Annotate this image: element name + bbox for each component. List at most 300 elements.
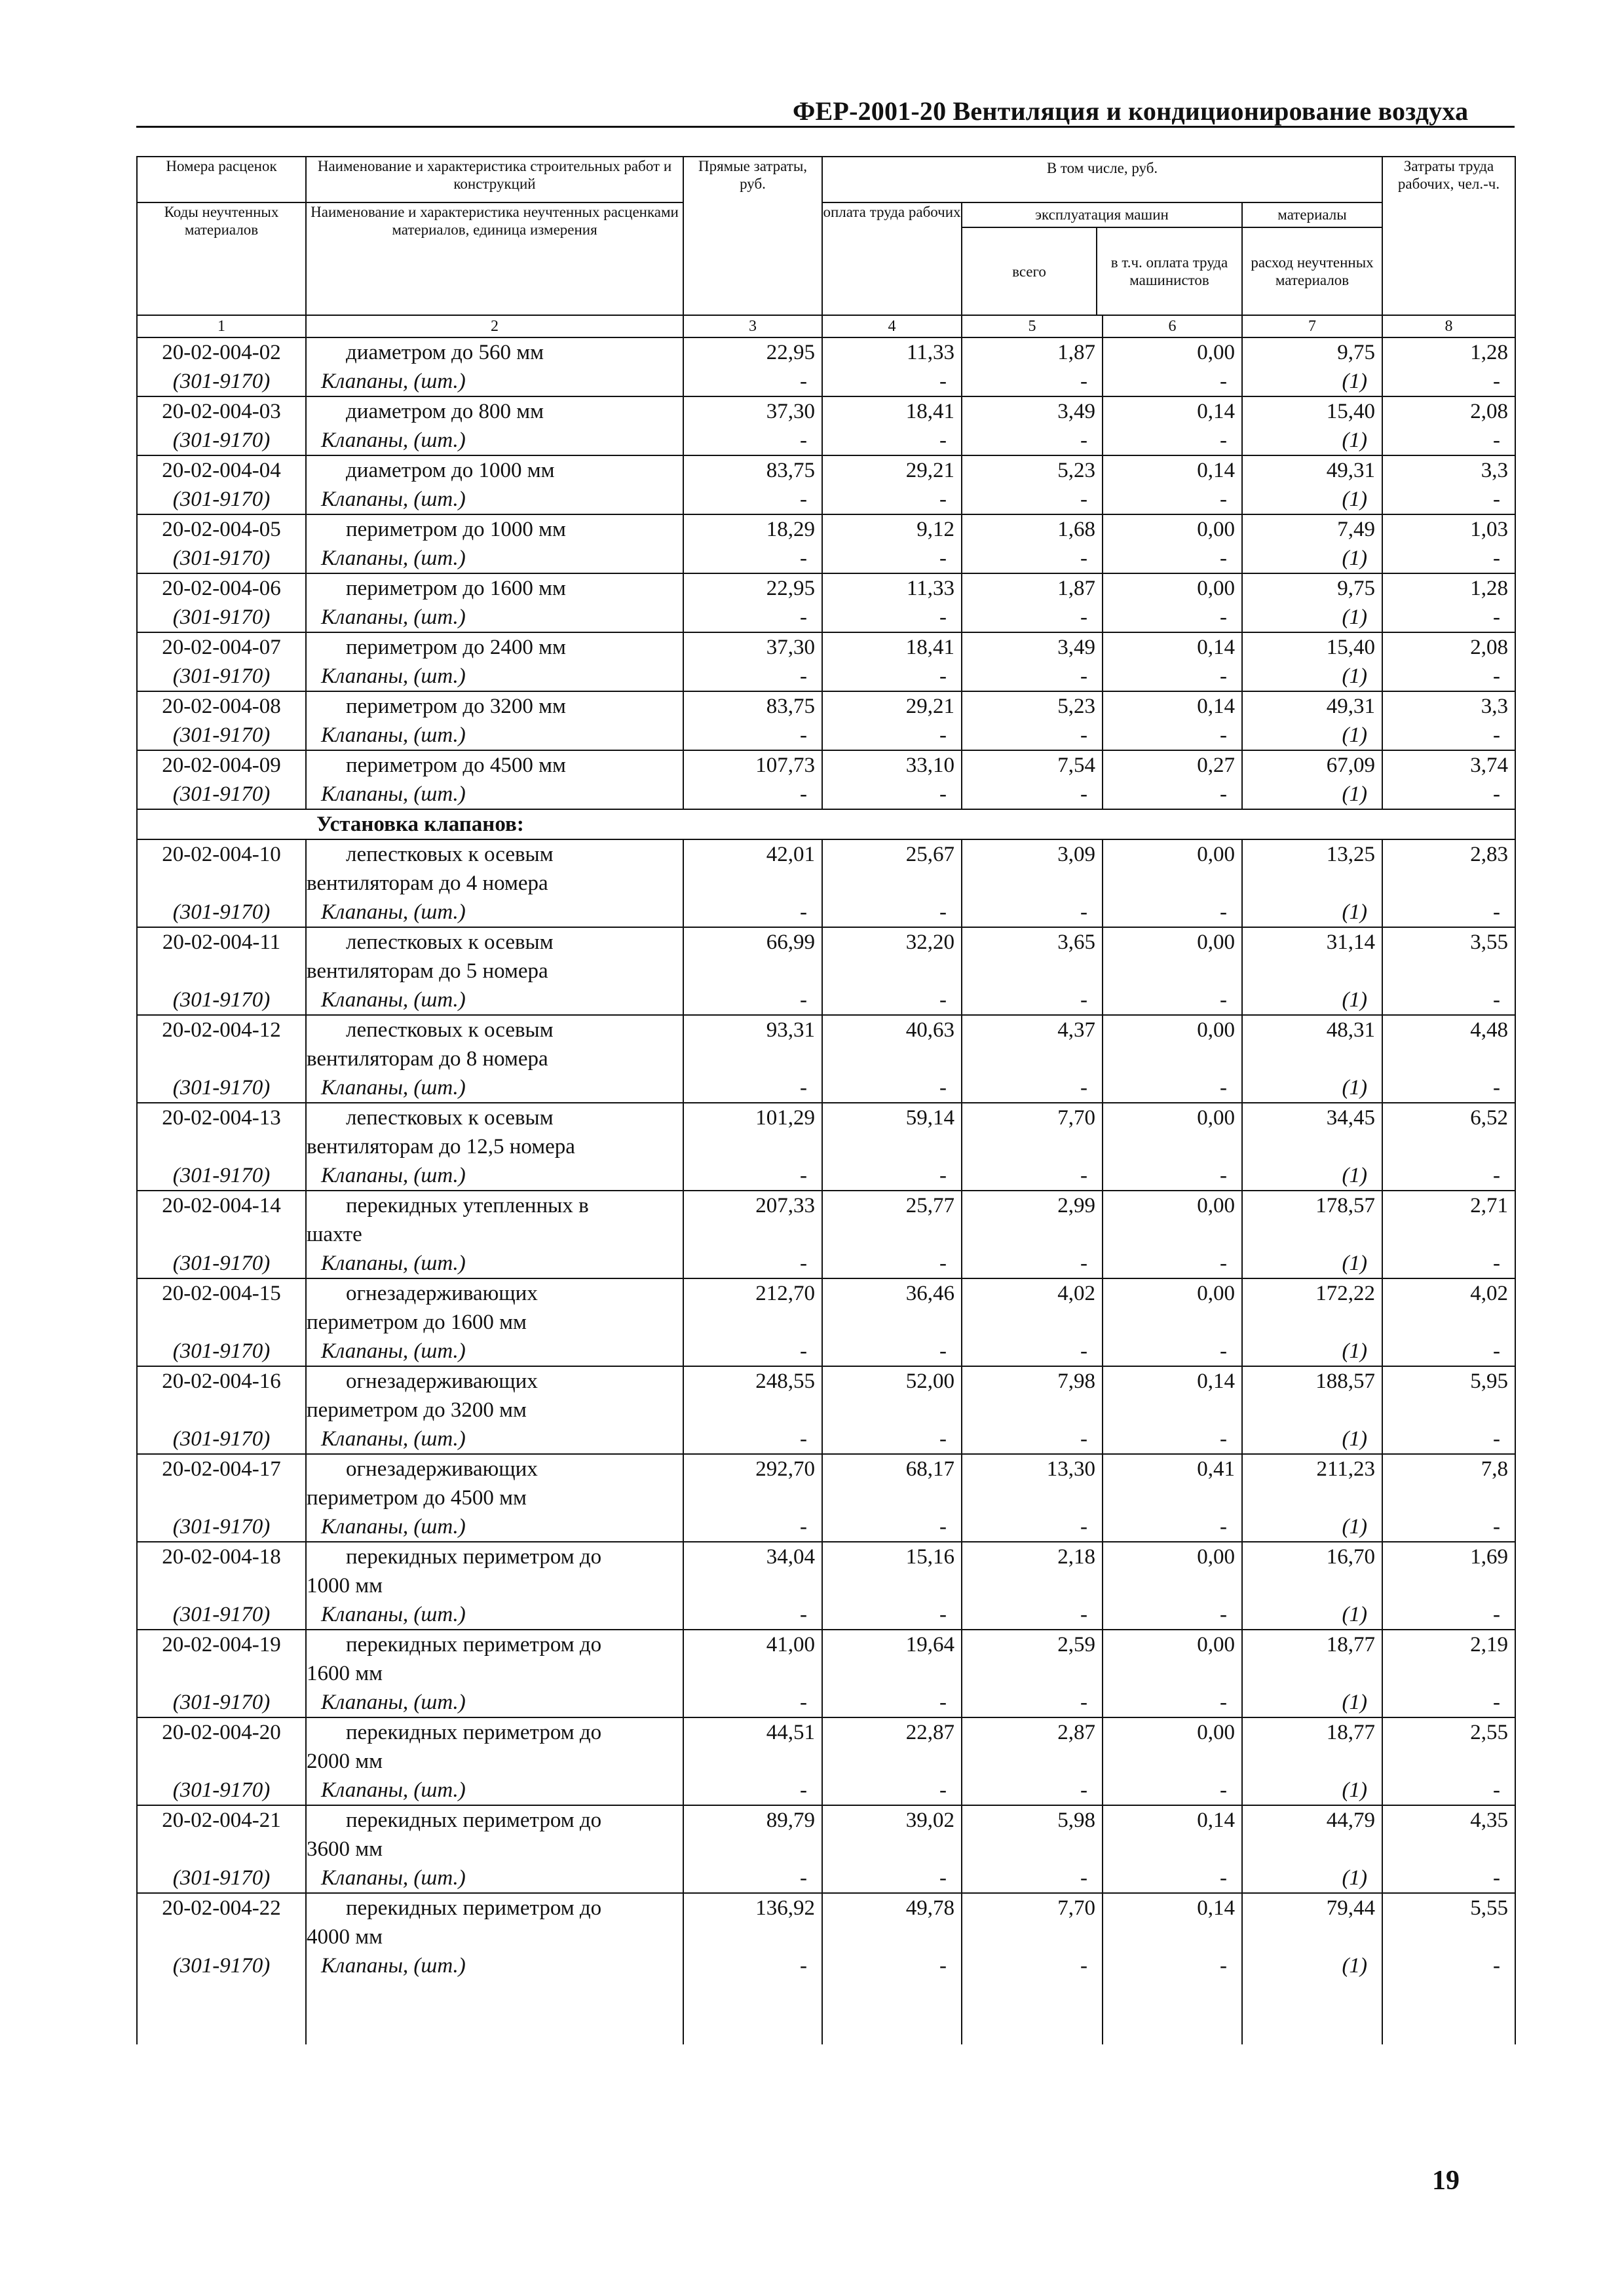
labor-costs-value: 2,55	[1382, 1717, 1515, 1747]
dash-cell: -	[962, 1864, 1103, 1893]
empty-cell	[683, 1747, 822, 1776]
column-number: 5	[962, 315, 1103, 337]
material-row	[137, 1425, 1515, 1454]
empty-cell	[683, 1659, 822, 1688]
dash-cell: -	[822, 1864, 962, 1893]
direct-costs-value: 42,01	[683, 839, 822, 869]
material-name: Клапаны, (шт.)	[306, 986, 683, 1015]
work-name-line2: периметром до 3200 мм	[306, 1396, 683, 1425]
material-row	[137, 1249, 1515, 1278]
work-name-line2: 4000 мм	[306, 1923, 683, 1951]
work-name-line2: периметром до 1600 мм	[306, 1308, 683, 1337]
empty-cell	[683, 957, 822, 986]
material-name: Клапаны, (шт.)	[306, 485, 683, 514]
materials-value: 67,09	[1242, 750, 1382, 780]
work-name-line2: 1000 мм	[306, 1571, 683, 1600]
material-unit-value: (1)	[1242, 1600, 1382, 1630]
worker-pay-value: 11,33	[822, 573, 962, 603]
material-unit-value: (1)	[1242, 603, 1382, 632]
direct-costs-value: 22,95	[683, 573, 822, 603]
page-header-title: ФЕР-2001-20 Вентиляция и кондиционирование воздуха	[793, 96, 1469, 126]
rate-row	[137, 1278, 1515, 1308]
material-code: (301-9170)	[137, 898, 306, 927]
material-unit-value: (1)	[1242, 544, 1382, 573]
material-name: Клапаны, (шт.)	[306, 1688, 683, 1717]
empty-cell	[1382, 1308, 1515, 1337]
dash-cell: -	[1103, 780, 1242, 809]
dash-cell: -	[962, 1425, 1103, 1454]
direct-costs-value: 101,29	[683, 1103, 822, 1132]
work-name: периметром до 1600 мм	[306, 573, 683, 603]
dash-cell: -	[822, 780, 962, 809]
empty-cell	[1242, 1484, 1382, 1512]
rate-row	[137, 1015, 1515, 1044]
rate-row	[137, 750, 1515, 780]
rate-code: 20-02-004-18	[137, 1542, 306, 1571]
material-name: Клапаны, (шт.)	[306, 1337, 683, 1366]
work-name-line1: огнезадерживающих	[306, 1278, 683, 1308]
empty-cell	[1103, 1308, 1242, 1337]
rate-row	[137, 514, 1515, 544]
material-row	[137, 898, 1515, 927]
empty-cell	[1382, 1396, 1515, 1425]
material-unit-value: (1)	[1242, 1688, 1382, 1717]
operator-pay-value: 0,14	[1103, 396, 1242, 426]
empty-cell	[1382, 1747, 1515, 1776]
material-code: (301-9170)	[137, 1249, 306, 1278]
header-direct-costs: Прямые затраты, руб.	[683, 157, 822, 315]
worker-pay-value: 22,87	[822, 1717, 962, 1747]
dash-cell: -	[1103, 1512, 1242, 1542]
empty-cell	[137, 1571, 306, 1600]
dash-cell: -	[1382, 986, 1515, 1015]
material-name: Клапаны, (шт.)	[306, 780, 683, 809]
material-name: Клапаны, (шт.)	[306, 1249, 683, 1278]
dash-cell: -	[822, 603, 962, 632]
materials-value: 178,57	[1242, 1191, 1382, 1220]
material-name: Клапаны, (шт.)	[306, 1161, 683, 1191]
empty-cell	[1242, 1044, 1382, 1073]
dash-cell: -	[822, 986, 962, 1015]
work-name-line1: перекидных утепленных в	[306, 1191, 683, 1220]
machine-total-value: 1,68	[962, 514, 1103, 544]
empty-cell	[962, 1484, 1103, 1512]
dash-cell: -	[962, 1249, 1103, 1278]
empty-cell	[822, 1484, 962, 1512]
rate-code: 20-02-004-22	[137, 1893, 306, 1923]
rate-code: 20-02-004-20	[137, 1717, 306, 1747]
materials-value: 44,79	[1242, 1805, 1382, 1835]
rate-code: 20-02-004-06	[137, 573, 306, 603]
machine-total-value: 7,98	[962, 1366, 1103, 1396]
material-unit-value: (1)	[1242, 485, 1382, 514]
header-machine-operation: эксплуатация машин	[962, 203, 1241, 228]
labor-costs-value: 2,83	[1382, 839, 1515, 869]
empty-cell	[683, 869, 822, 898]
empty-cell	[137, 1132, 306, 1161]
empty-cell	[822, 1980, 962, 2044]
operator-pay-value: 0,14	[1103, 632, 1242, 662]
dash-cell: -	[962, 1688, 1103, 1717]
dash-cell: -	[822, 367, 962, 396]
direct-costs-value: 66,99	[683, 927, 822, 957]
labor-costs-value: 1,03	[1382, 514, 1515, 544]
rate-code: 20-02-004-12	[137, 1015, 306, 1044]
machine-total-value: 5,98	[962, 1805, 1103, 1835]
machine-total-value: 2,87	[962, 1717, 1103, 1747]
empty-cell	[683, 1396, 822, 1425]
material-unit-value: (1)	[1242, 662, 1382, 691]
labor-costs-value: 4,35	[1382, 1805, 1515, 1835]
direct-costs-value: 22,95	[683, 337, 822, 367]
empty-cell	[1103, 1923, 1242, 1951]
work-name: диаметром до 560 мм	[306, 337, 683, 367]
material-row	[137, 662, 1515, 691]
materials-value: 79,44	[1242, 1893, 1382, 1923]
dash-cell: -	[1103, 1073, 1242, 1103]
empty-cell	[962, 1571, 1103, 1600]
worker-pay-value: 52,00	[822, 1366, 962, 1396]
machine-total-value: 7,70	[962, 1893, 1103, 1923]
dash-cell: -	[962, 603, 1103, 632]
direct-costs-value: 292,70	[683, 1454, 822, 1484]
operator-pay-value: 0,00	[1103, 1630, 1242, 1659]
dash-cell: -	[683, 1864, 822, 1893]
header-labor-costs: Затраты труда рабочих, чел.-ч.	[1382, 157, 1515, 315]
dash-cell: -	[1103, 1951, 1242, 1980]
dash-cell: -	[683, 426, 822, 455]
material-row	[137, 485, 1515, 514]
material-name: Клапаны, (шт.)	[306, 1600, 683, 1630]
dash-cell: -	[1382, 1864, 1515, 1893]
dash-cell: -	[1382, 1161, 1515, 1191]
labor-costs-value: 1,28	[1382, 337, 1515, 367]
dash-cell: -	[962, 986, 1103, 1015]
dash-cell: -	[683, 1249, 822, 1278]
operator-pay-value: 0,14	[1103, 1366, 1242, 1396]
empty-cell	[1382, 1923, 1515, 1951]
rate-row-continuation	[137, 1571, 1515, 1600]
labor-costs-value: 7,8	[1382, 1454, 1515, 1484]
dash-cell: -	[683, 1512, 822, 1542]
dash-cell: -	[822, 426, 962, 455]
dash-cell: -	[683, 1161, 822, 1191]
dash-cell: -	[1103, 367, 1242, 396]
dash-cell: -	[962, 780, 1103, 809]
dash-cell: -	[1103, 1688, 1242, 1717]
dash-cell: -	[1382, 485, 1515, 514]
material-name: Клапаны, (шт.)	[306, 367, 683, 396]
rate-row-continuation	[137, 1220, 1515, 1249]
dash-cell: -	[962, 1951, 1103, 1980]
operator-pay-value: 0,14	[1103, 455, 1242, 485]
empty-cell	[1103, 1132, 1242, 1161]
dash-cell: -	[683, 485, 822, 514]
work-name: периметром до 3200 мм	[306, 691, 683, 721]
empty-cell	[822, 1220, 962, 1249]
empty-cell	[822, 869, 962, 898]
dash-cell: -	[683, 898, 822, 927]
dash-cell: -	[822, 1600, 962, 1630]
header-total: всего	[962, 228, 1097, 315]
header-rate-numbers: Номера расценок	[137, 157, 306, 202]
worker-pay-value: 33,10	[822, 750, 962, 780]
dash-cell: -	[962, 1073, 1103, 1103]
materials-value: 211,23	[1242, 1454, 1382, 1484]
worker-pay-value: 11,33	[822, 337, 962, 367]
empty-cell	[1382, 1220, 1515, 1249]
rates-table	[136, 156, 1516, 2044]
work-name-line2: периметром до 4500 мм	[306, 1484, 683, 1512]
header-including: В том числе, руб.	[822, 157, 1382, 202]
worker-pay-value: 29,21	[822, 691, 962, 721]
worker-pay-value: 39,02	[822, 1805, 962, 1835]
worker-pay-value: 32,20	[822, 927, 962, 957]
material-row	[137, 1688, 1515, 1717]
dash-cell: -	[683, 1073, 822, 1103]
table-body-valve-installation	[137, 839, 1515, 2044]
material-unit-value: (1)	[1242, 1512, 1382, 1542]
dash-cell: -	[683, 1337, 822, 1366]
empty-cell	[1382, 1659, 1515, 1688]
materials-value: 9,75	[1242, 337, 1382, 367]
dash-cell: -	[822, 1776, 962, 1805]
empty-cell	[822, 1571, 962, 1600]
empty-cell	[822, 957, 962, 986]
dash-cell: -	[1103, 986, 1242, 1015]
direct-costs-value: 83,75	[683, 691, 822, 721]
table-header	[137, 157, 1515, 337]
material-code: (301-9170)	[137, 1600, 306, 1630]
labor-costs-value: 2,19	[1382, 1630, 1515, 1659]
empty-cell	[137, 957, 306, 986]
column-number: 7	[1242, 315, 1382, 337]
operator-pay-value: 0,00	[1103, 1278, 1242, 1308]
dash-cell: -	[962, 1161, 1103, 1191]
work-name-line2: вентиляторам до 5 номера	[306, 957, 683, 986]
empty-cell	[1103, 957, 1242, 986]
empty-cell	[962, 957, 1103, 986]
header-unaccounted-consumption: расход неучтенных материалов	[1251, 254, 1374, 288]
material-unit-value: (1)	[1242, 780, 1382, 809]
rate-row	[137, 1191, 1515, 1220]
dash-cell: -	[962, 1337, 1103, 1366]
dash-cell: -	[1382, 1688, 1515, 1717]
materials-value: 18,77	[1242, 1630, 1382, 1659]
section-title: Установка клапанов:	[306, 809, 1515, 839]
work-name: периметром до 4500 мм	[306, 750, 683, 780]
rate-row-continuation	[137, 957, 1515, 986]
direct-costs-value: 44,51	[683, 1717, 822, 1747]
labor-costs-value: 3,3	[1382, 691, 1515, 721]
operator-pay-value: 0,14	[1103, 1805, 1242, 1835]
material-row	[137, 1161, 1515, 1191]
header-material-codes: Коды неучтенных материалов	[137, 202, 306, 315]
materials-value: 188,57	[1242, 1366, 1382, 1396]
empty-cell	[137, 1220, 306, 1249]
material-unit-value: (1)	[1242, 1161, 1382, 1191]
labor-costs-value: 4,48	[1382, 1015, 1515, 1044]
dash-cell: -	[1382, 1337, 1515, 1366]
operator-pay-value: 0,00	[1103, 514, 1242, 544]
empty-cell	[683, 1923, 822, 1951]
worker-pay-value: 25,67	[822, 839, 962, 869]
empty-cell	[962, 1835, 1103, 1864]
dash-cell: -	[1382, 1600, 1515, 1630]
dash-cell: -	[1382, 780, 1515, 809]
work-name-line1: перекидных периметром до	[306, 1542, 683, 1571]
dash-cell: -	[1382, 898, 1515, 927]
direct-costs-value: 136,92	[683, 1893, 822, 1923]
empty-cell	[137, 1747, 306, 1776]
rate-row	[137, 1805, 1515, 1835]
rate-code: 20-02-004-19	[137, 1630, 306, 1659]
material-unit-value: (1)	[1242, 986, 1382, 1015]
direct-costs-value: 93,31	[683, 1015, 822, 1044]
material-code: (301-9170)	[137, 780, 306, 809]
rate-row	[137, 396, 1515, 426]
material-name: Клапаны, (шт.)	[306, 898, 683, 927]
work-name-line2: шахте	[306, 1220, 683, 1249]
rate-row	[137, 1454, 1515, 1484]
materials-value: 48,31	[1242, 1015, 1382, 1044]
dash-cell: -	[1103, 898, 1242, 927]
section-title-spacer	[137, 809, 306, 839]
machine-total-value: 3,09	[962, 839, 1103, 869]
dash-cell: -	[822, 721, 962, 750]
work-name-line2: 1600 мм	[306, 1659, 683, 1688]
dash-cell: -	[1382, 662, 1515, 691]
empty-cell	[137, 1484, 306, 1512]
empty-cell	[822, 1396, 962, 1425]
empty-cell	[1103, 1044, 1242, 1073]
empty-cell	[822, 1132, 962, 1161]
empty-cell	[683, 1044, 822, 1073]
material-name: Клапаны, (шт.)	[306, 721, 683, 750]
material-name: Клапаны, (шт.)	[306, 662, 683, 691]
empty-cell	[1382, 1484, 1515, 1512]
labor-costs-value: 2,08	[1382, 396, 1515, 426]
direct-costs-value: 41,00	[683, 1630, 822, 1659]
machine-total-value: 2,59	[962, 1630, 1103, 1659]
operator-pay-value: 0,00	[1103, 927, 1242, 957]
empty-cell	[683, 1308, 822, 1337]
material-row	[137, 1073, 1515, 1103]
header-materials: материалы	[1243, 203, 1382, 228]
machine-total-value: 3,65	[962, 927, 1103, 957]
empty-cell	[1242, 1396, 1382, 1425]
empty-cell	[1382, 869, 1515, 898]
machine-total-value: 13,30	[962, 1454, 1103, 1484]
rate-row	[137, 455, 1515, 485]
rate-code: 20-02-004-21	[137, 1805, 306, 1835]
labor-costs-value: 1,28	[1382, 573, 1515, 603]
material-name: Клапаны, (шт.)	[306, 1073, 683, 1103]
labor-costs-value: 1,69	[1382, 1542, 1515, 1571]
work-name: диаметром до 1000 мм	[306, 455, 683, 485]
material-code: (301-9170)	[137, 485, 306, 514]
dash-cell: -	[683, 1776, 822, 1805]
material-row	[137, 1600, 1515, 1630]
column-number: 4	[822, 315, 962, 337]
dash-cell: -	[962, 426, 1103, 455]
dash-cell: -	[1103, 1337, 1242, 1366]
dash-cell: -	[1103, 485, 1242, 514]
column-number: 1	[137, 315, 306, 337]
material-code: (301-9170)	[137, 426, 306, 455]
dash-cell: -	[962, 898, 1103, 927]
worker-pay-value: 18,41	[822, 632, 962, 662]
material-name: Клапаны, (шт.)	[306, 1864, 683, 1893]
material-unit-value: (1)	[1242, 898, 1382, 927]
dash-cell: -	[1103, 1425, 1242, 1454]
material-unit-value: (1)	[1242, 1951, 1382, 1980]
dash-cell: -	[962, 485, 1103, 514]
empty-cell	[822, 1747, 962, 1776]
empty-cell	[1242, 1923, 1382, 1951]
empty-cell	[1382, 1835, 1515, 1864]
materials-value: 49,31	[1242, 455, 1382, 485]
materials-value: 7,49	[1242, 514, 1382, 544]
empty-cell	[137, 1044, 306, 1073]
empty-cell	[1242, 1308, 1382, 1337]
operator-pay-value: 0,00	[1103, 839, 1242, 869]
material-code: (301-9170)	[137, 1512, 306, 1542]
dash-cell: -	[683, 1951, 822, 1980]
rate-code: 20-02-004-04	[137, 455, 306, 485]
rate-code: 20-02-004-02	[137, 337, 306, 367]
empty-cell	[137, 1396, 306, 1425]
material-code: (301-9170)	[137, 1337, 306, 1366]
rate-code: 20-02-004-10	[137, 839, 306, 869]
empty-cell	[962, 1747, 1103, 1776]
empty-cell	[1382, 1132, 1515, 1161]
dash-cell: -	[822, 1512, 962, 1542]
dash-cell: -	[683, 662, 822, 691]
rate-row-continuation	[137, 1396, 1515, 1425]
empty-cell	[1242, 1980, 1382, 2044]
material-unit-value: (1)	[1242, 1337, 1382, 1366]
work-name-line1: огнезадерживающих	[306, 1366, 683, 1396]
dash-cell: -	[1103, 1249, 1242, 1278]
empty-cell	[962, 1044, 1103, 1073]
empty-cell	[1103, 1484, 1242, 1512]
rate-row-continuation	[137, 1835, 1515, 1864]
direct-costs-value: 212,70	[683, 1278, 822, 1308]
dash-cell: -	[683, 721, 822, 750]
work-name-line1: лепестковых к осевым	[306, 927, 683, 957]
direct-costs-value: 37,30	[683, 396, 822, 426]
empty-cell	[1103, 1659, 1242, 1688]
operator-pay-value: 0,41	[1103, 1454, 1242, 1484]
empty-cell	[683, 1835, 822, 1864]
machine-total-value: 5,23	[962, 691, 1103, 721]
work-name-line2: вентиляторам до 8 номера	[306, 1044, 683, 1073]
rate-row	[137, 337, 1515, 367]
material-row	[137, 603, 1515, 632]
empty-cell	[822, 1659, 962, 1688]
materials-value: 34,45	[1242, 1103, 1382, 1132]
rate-row	[137, 573, 1515, 603]
dash-cell: -	[962, 544, 1103, 573]
empty-cell	[1242, 1220, 1382, 1249]
material-code: (301-9170)	[137, 1864, 306, 1893]
rate-code: 20-02-004-17	[137, 1454, 306, 1484]
dash-cell: -	[683, 603, 822, 632]
direct-costs-value: 89,79	[683, 1805, 822, 1835]
rate-row	[137, 1366, 1515, 1396]
worker-pay-value: 19,64	[822, 1630, 962, 1659]
